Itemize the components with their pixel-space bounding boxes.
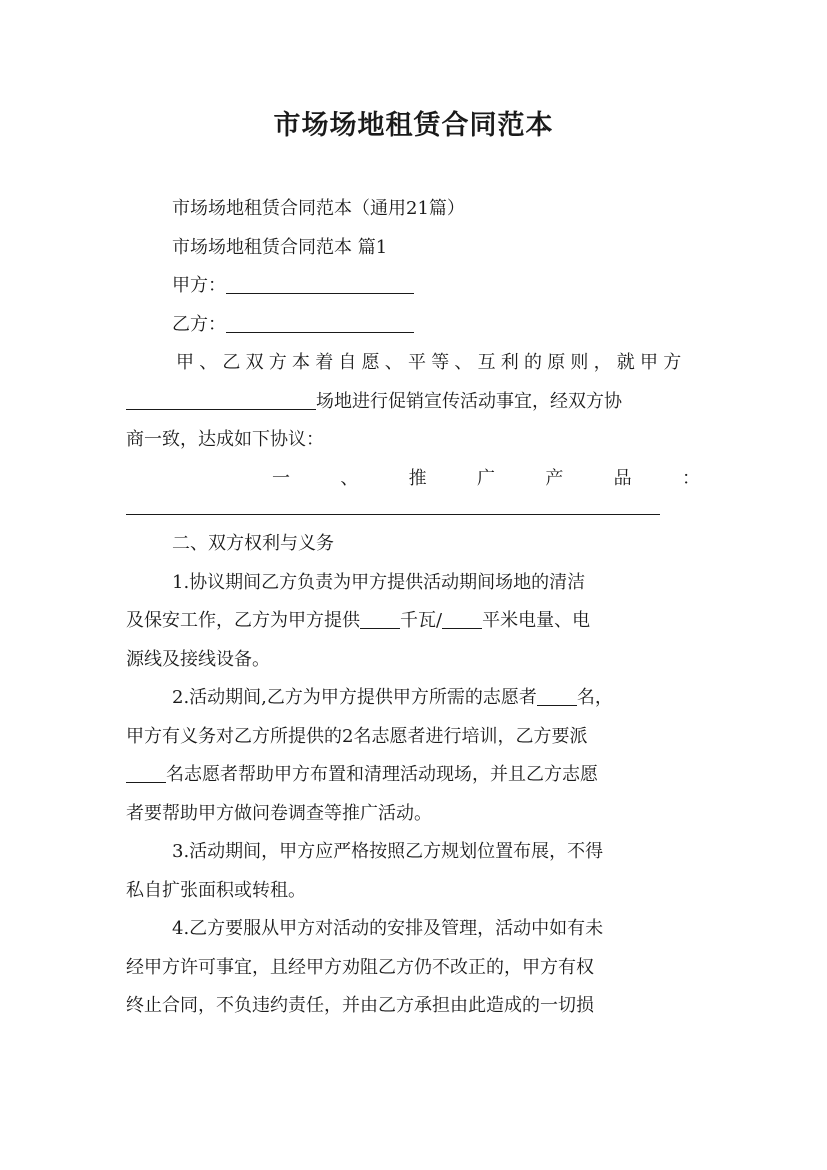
clause4-line-2: 经甲方许可事宜，且经甲方劝阻乙方仍不改正的，甲方有权 xyxy=(126,956,594,978)
item1-heading xyxy=(126,460,700,499)
item1-char: ： xyxy=(681,467,700,489)
intro-line-2-text: 场地进行促销宣传活动事宜，经双方协 xyxy=(316,390,622,412)
clause1-text-c: 平米电量、电 xyxy=(482,610,591,631)
item1-char: 产 xyxy=(545,467,564,489)
intro-line-3: 商一致，达成如下协议： xyxy=(126,429,324,450)
clause2-line-2: 甲方有义务对乙方所提供的2名志愿者进行培训，乙方要派 xyxy=(126,725,588,747)
item1-char: 品 xyxy=(613,467,632,489)
clause2-text-a: 2.活动期间,乙方为甲方提供甲方所需的志愿者 xyxy=(172,687,537,708)
clause2-line-1 xyxy=(126,679,700,718)
document-title: 市场场地租赁合同范本 xyxy=(273,110,554,141)
clause2-text-b: 名， xyxy=(576,687,613,708)
kilowatt-blank[interactable] xyxy=(360,608,400,629)
clause1-line-1: 1.协议期间乙方负责为甲方提供活动期间场地的清洁 xyxy=(172,571,586,593)
intro-line-2 xyxy=(126,383,700,422)
party-a-label: 甲方： xyxy=(172,275,226,296)
item1-char: 一 xyxy=(272,467,290,489)
document-body xyxy=(126,190,700,1026)
item2-heading: 二、双方权利与义务 xyxy=(172,533,334,554)
clause2-line-4: 者要帮助甲方做问卷调查等推广活动。 xyxy=(126,802,432,824)
clause4-line-3: 终止合同，不负违约责任，并由乙方承担由此造成的一切损 xyxy=(126,995,594,1016)
section-heading: 市场场地租赁合同范本 篇1 xyxy=(172,236,388,258)
subtitle: 市场场地租赁合同范本（通用21篇） xyxy=(172,198,465,219)
party-b-label: 乙方： xyxy=(172,313,226,335)
clause1-text-a: 及保安工作，乙方为甲方提供 xyxy=(126,610,360,631)
clause1-text-b: 千瓦/ xyxy=(400,610,443,631)
item1-char: 推 xyxy=(408,467,427,489)
venue-blank[interactable] xyxy=(126,389,316,410)
clause3-line-2: 私自扩张面积或转租。 xyxy=(126,879,306,901)
clause2-line-3 xyxy=(126,756,700,795)
clause2-text-c: 名志愿者帮助甲方布置和清理活动现场，并且乙方志愿 xyxy=(166,764,598,785)
area-blank[interactable] xyxy=(442,608,482,629)
clause1-line-2 xyxy=(126,602,700,641)
product-blank[interactable] xyxy=(126,494,660,515)
item1-char: 广 xyxy=(476,467,495,489)
party-b-line xyxy=(126,306,700,345)
intro-line-1: 甲、乙双方本着自愿、平等、互利的原则，就甲方 xyxy=(176,352,687,373)
clause3-line-1: 3.活动期间，甲方应严格按照乙方规划位置布展，不得 xyxy=(172,841,604,862)
party-b-blank[interactable] xyxy=(226,312,414,333)
clause1-line-3: 源线及接线设备。 xyxy=(126,648,270,670)
volunteer-assign-blank[interactable] xyxy=(126,762,166,783)
party-a-line xyxy=(126,267,700,306)
party-a-blank[interactable] xyxy=(226,273,414,294)
item1-char: 、 xyxy=(340,467,359,489)
clause4-line-1: 4.乙方要服从甲方对活动的安排及管理，活动中如有未 xyxy=(172,918,604,939)
volunteer-count-blank[interactable] xyxy=(537,685,577,706)
